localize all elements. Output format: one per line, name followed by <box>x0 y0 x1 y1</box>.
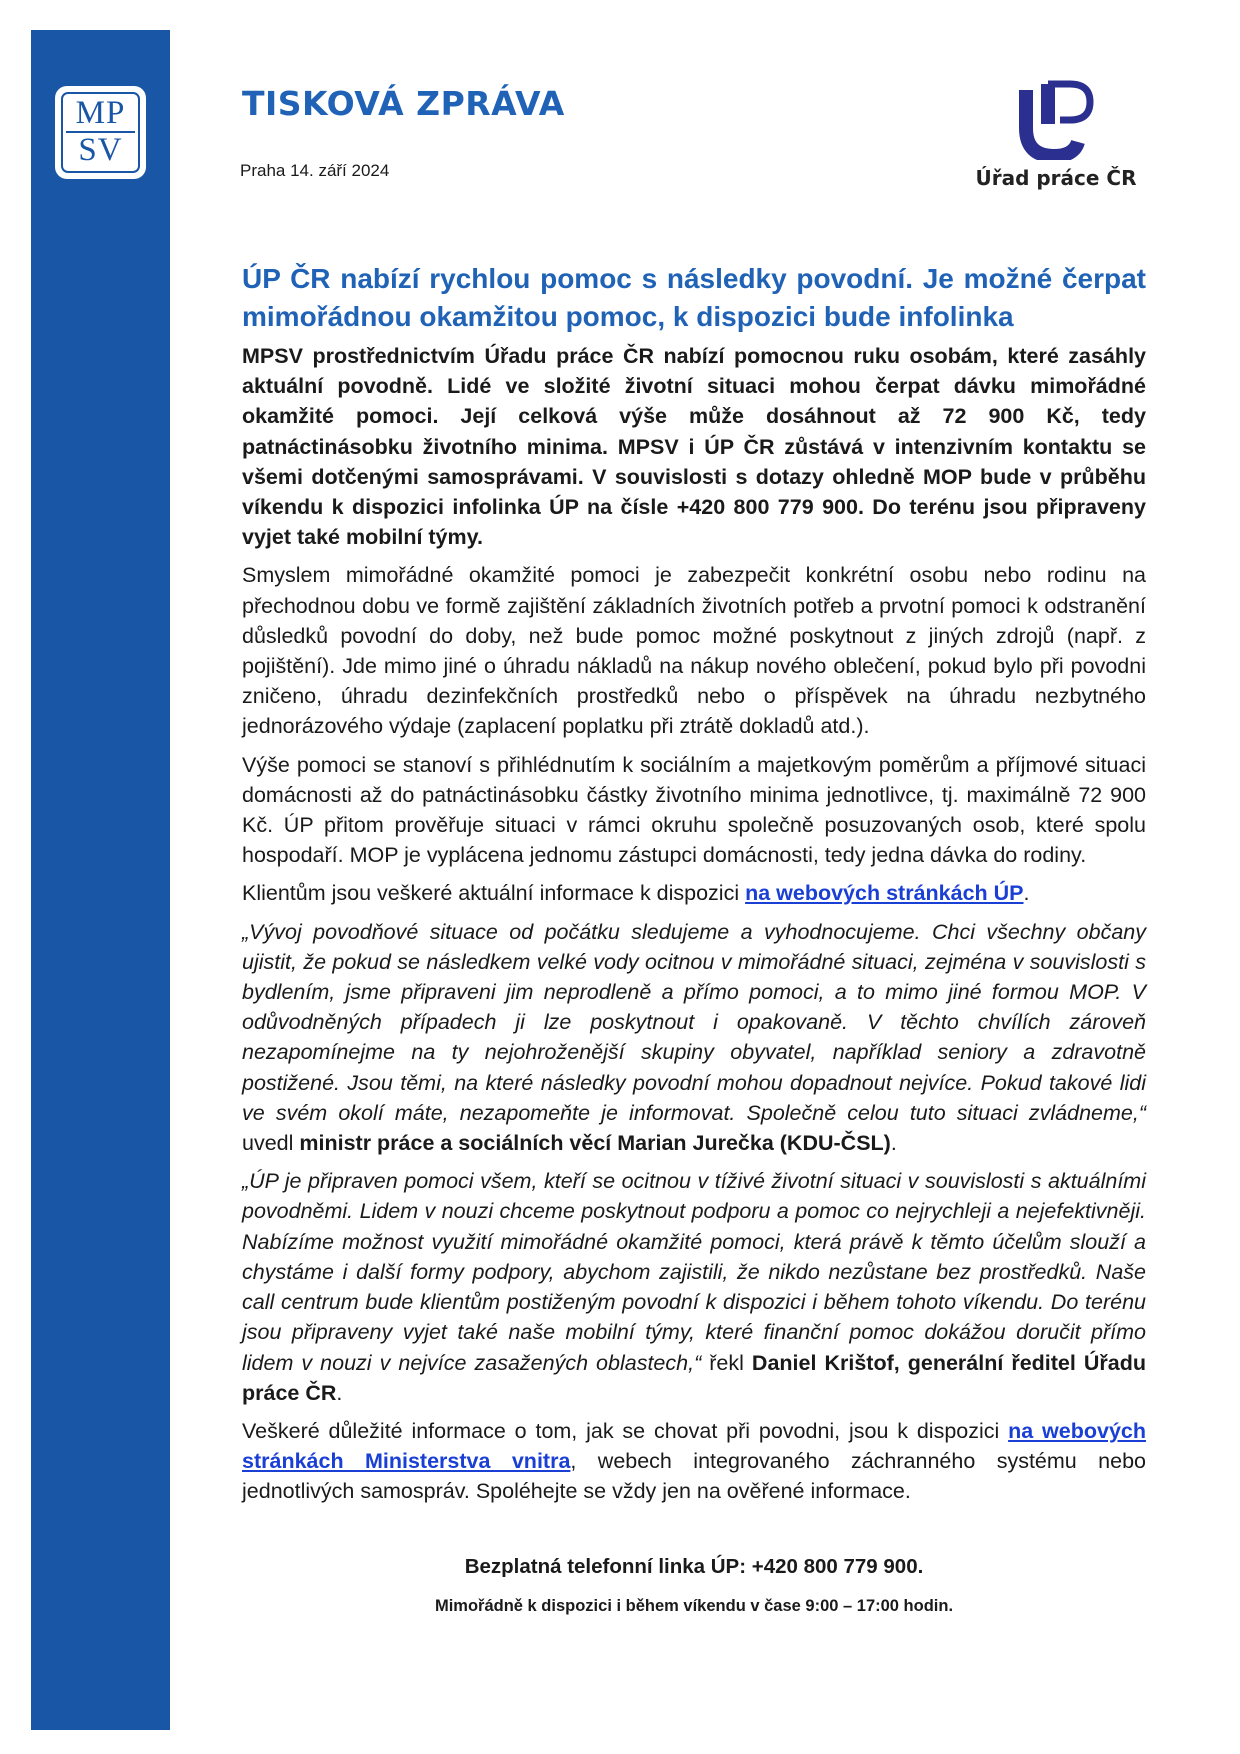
paragraph-safety <box>242 1416 1146 1507</box>
quote-minister-speaker: ministr práce a sociálních věcí Marian Jurečka (KDU-ČSL) <box>299 1131 891 1156</box>
paragraph-purpose: Smyslem mimořádné okamžité pomoci je zabezpečit konkrétní osobu nebo rodinu na přechodnou dobu ve formě zajištění základních životních potřeb a prvotní pomoci k odstranění důsledků povodní do doby, než bude pomoc možné poskytnout z jiných zdrojů (např. z pojištění). Jde mimo jiné o úhradu nákladů na nákup nového oblečení, pokud bylo při povodni zničeno, úhradu dezinfekčních prostředků nebo o příspěvek na úhradu nezbytného jednorázového výdaje (zaplacení poplatku při ztrátě dokladů atd.). <box>242 563 1146 739</box>
quote-minister-verb: uvedl <box>242 1131 300 1156</box>
interior-ministry-link[interactable]: na webových stránkách Ministerstva vnitra <box>242 1418 1146 1474</box>
info-text: Klientům jsou veškeré aktuální informace k dispozici <box>242 881 746 906</box>
article-headline: ÚP ČR nabízí rychlou pomoc s následky povodní. Je možné čerpat mimořádnou okamžitou pomoc, k dispozici bude infolinka <box>242 263 1146 332</box>
logo-text-top: MP <box>75 95 126 131</box>
hotline-number: Bezplatná telefonní linka ÚP: +420 800 779 900. <box>464 1555 924 1578</box>
press-release-title: TISKOVÁ ZPRÁVA <box>242 84 565 123</box>
info-end: . <box>1023 881 1030 906</box>
urad-prace-logo <box>966 80 1146 195</box>
sidebar-band <box>31 30 170 1730</box>
quote-minister-end: . <box>890 1131 897 1156</box>
quote-director-verb: řekl <box>701 1350 752 1375</box>
mpsv-logo <box>55 86 146 179</box>
article-lead: MPSV prostřednictvím Úřadu práce ČR nabízí pomocnou ruku osobám, které zasáhly aktuální povodně. Lidé ve složité životní situaci mohou čerpat dávku mimořádné okamžité pomoci. Její celková výše může dosáhnout až 72 900 Kč, tedy patnáctinásobku životního minima. MPSV i ÚP ČR zůstává v intenzivním kontaktu se všemi dotčenými samosprávami. V souvislosti s dotazy ohledně MOP bude v průběhu víkendu k dispozici infolinka ÚP na čísle +420 800 779 900. Do terénu jsou připraveny vyjet také mobilní týmy. <box>242 344 1146 550</box>
urad-prace-logo-text: Úřad práce ČR <box>975 166 1137 190</box>
paragraph-amount: Výše pomoci se stanoví s přihlédnutím k sociálním a majetkovým poměrům a příjmové situaci domácnosti až do patnáctinásobku částky životního minima jednotlivce, tj. maximálně 72 900 Kč. ÚP přitom prověřuje situaci v rámci okruhu společně posuzovaných osob, které spolu hospodaří. MOP je vyplácena jednomu zástupci domácnosti, tedy jedna dávka do rodiny. <box>242 752 1146 868</box>
up-website-link[interactable]: na webových stránkách ÚP <box>745 881 1024 906</box>
safety-text: Veškeré důležité informace o tom, jak se chovat při povodni, jsou k dispozici <box>242 1418 1009 1443</box>
release-date: Praha 14. září 2024 <box>240 161 390 180</box>
logo-text-bottom: SV <box>78 132 123 168</box>
quote-director-text: „ÚP je připraven pomoci všem, kteří se ocitnou v tíživé životní situaci v souvislosti s aktuálními povodněmi. Lidem v nouzi chceme poskytnout podporu a pomoc co nejrychleji a nejefektivněji. Nabízíme možnost využití mimořádné okamžité pomoci, která právě k těmto účelům slouží a chystáme i další formy podpory, abychom zajistili, že nikdo nezůstane bez prostředků. Naše call centrum bude klientům postiženým povodní k dispozici i během tohoto víkendu. Do terénu jsou připraveny vyjet také naše mobilní týmy, které finanční pomoc dokážou doručit přímo lidem v nouzi v nejvíce zasažených oblastech,“ <box>242 1169 1146 1375</box>
quote-minister <box>242 917 1146 1159</box>
safety-end: , webech integrovaného záchranného systému nebo jednotlivých samospráv. Spoléhejte se vždy jen na ověřené informace. <box>242 1449 1146 1504</box>
quote-director-end: . <box>336 1380 343 1405</box>
urad-prace-emblem-icon <box>1016 80 1096 160</box>
quote-director-speaker: Daniel Krištof, generální ředitel Úřadu práce ČR <box>242 1350 1146 1405</box>
quote-minister-text: „Vývoj povodňové situace od počátku sledujeme a vyhodnocujeme. Chci všechny občany ujistit, že pokud se následkem velké vody ocitnou v mimořádné situaci, zejména v souvislosti s bydlením, jsme připraveni jim neprodleně a přímo pomoci, a to mimo jiné formou MOP. V odůvodněných případech ji lze poskytnout i opakovaně. V těchto chvílích zároveň nezapomínejme na ty nejohroženější skupiny obyvatel, například seniory a zdravotně postižené. Jsou těmi, na které následky povodní mohou dopadnout nejvíce. Pokud takové lidi ve svém okolí máte, nezapomeňte je informovat. Společně celou tuto situaci zvládneme,“ <box>242 919 1146 1125</box>
paragraph-info <box>242 878 1146 908</box>
article-body <box>242 260 1146 1515</box>
quote-director <box>242 1166 1146 1408</box>
hotline-hours: Mimořádně k dispozici i během víkendu v čase 9:00 – 17:00 hodin. <box>434 1597 954 1615</box>
